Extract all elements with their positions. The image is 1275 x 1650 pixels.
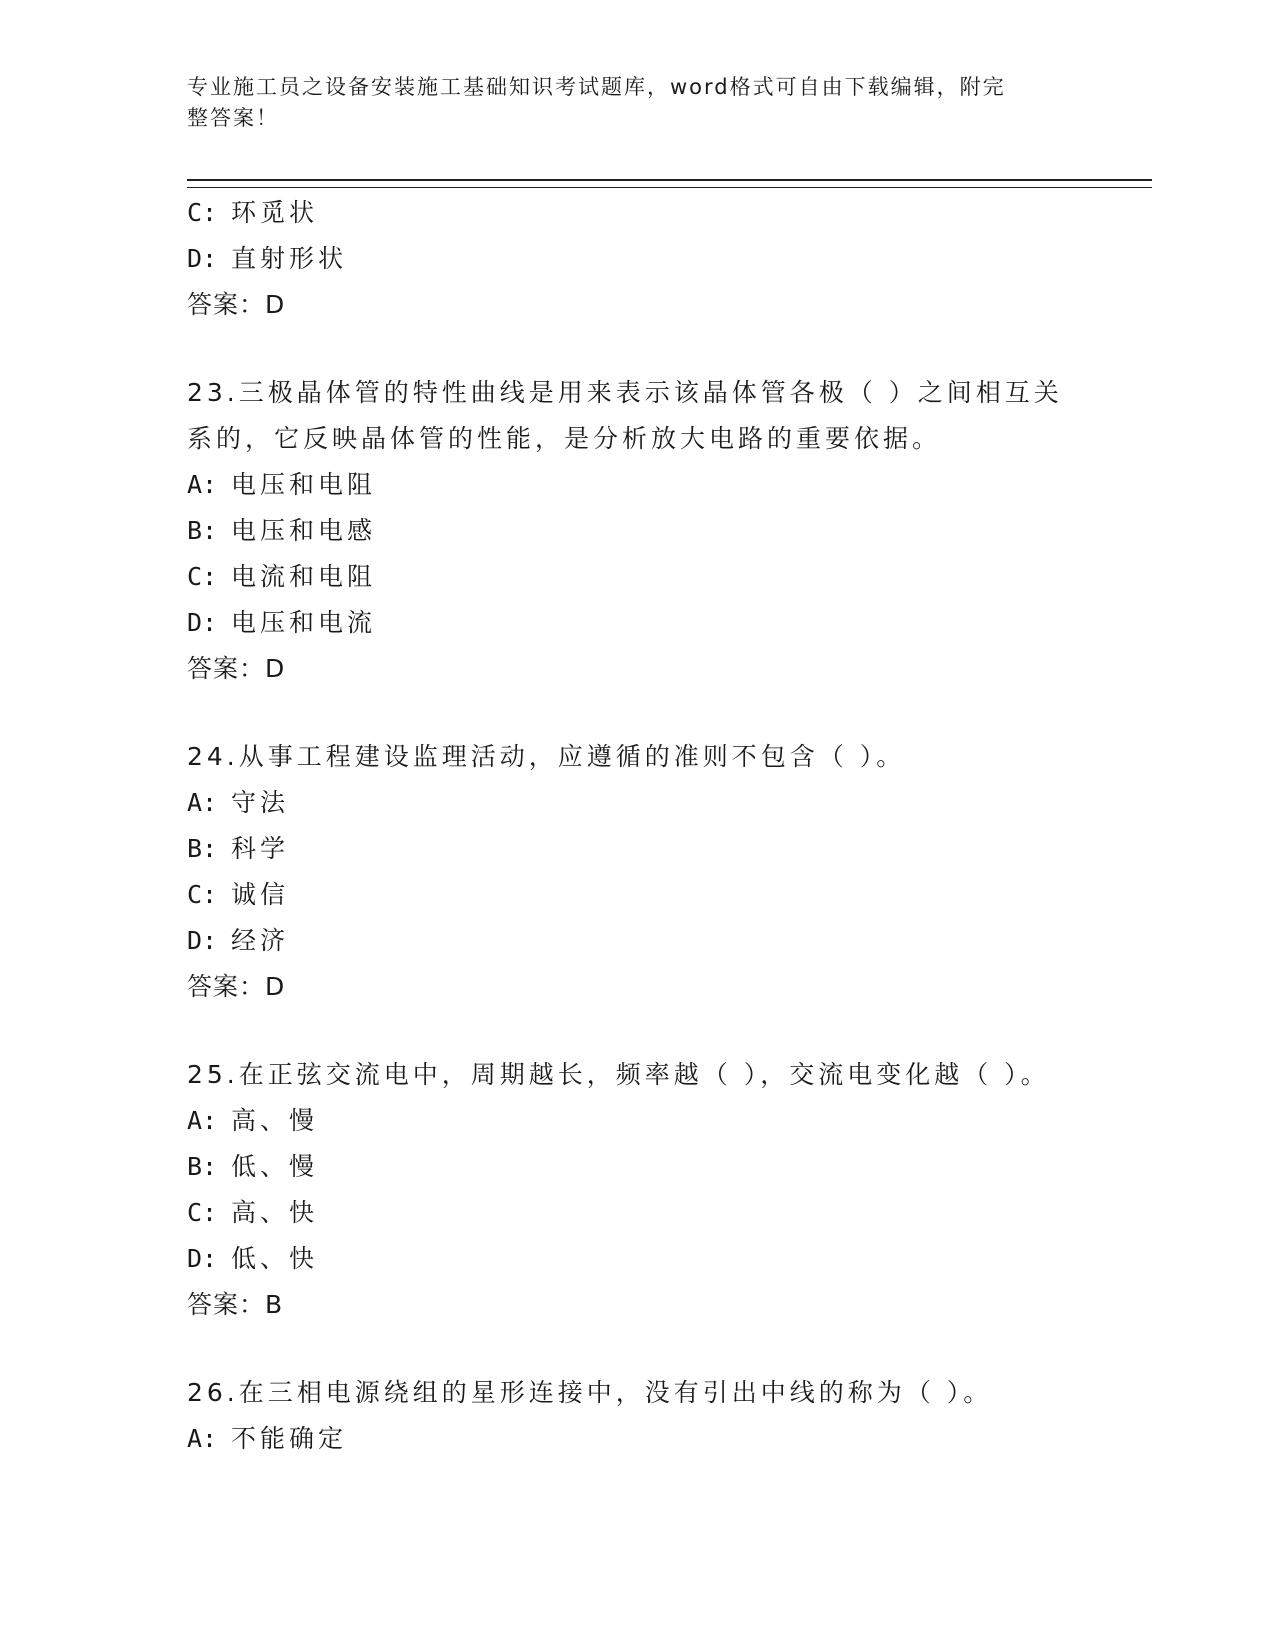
answer-line: 答案：B [187, 1290, 284, 1319]
option-a: A: 不能确定 [187, 1424, 348, 1453]
answer-line: 答案：D [187, 290, 286, 319]
header-line-1: 专业施工员之设备安装施工基础知识考试题库，word格式可自由下载编辑，附完 [187, 75, 1006, 99]
option-c: C: 电流和电阻 [187, 562, 377, 591]
option-c: C: 诚信 [187, 880, 290, 909]
question-stem: 26.在三相电源绕组的星形连接中，没有引出中线的称为（ ）。 [187, 1378, 993, 1407]
option-b: B: 低、慢 [187, 1152, 319, 1181]
option-a: A: 守法 [187, 788, 290, 817]
question-25 [187, 1052, 1087, 1328]
option-d: D: 电压和电流 [187, 608, 377, 637]
option-a: A: 高、慢 [187, 1106, 319, 1135]
document-header [187, 72, 1067, 134]
option-d: D: 经济 [187, 926, 290, 955]
option-b: B: 电压和电感 [187, 516, 377, 545]
option-a: A: 电压和电阻 [187, 470, 377, 499]
question-list [187, 190, 1087, 1462]
option-c: C: 高、快 [187, 1198, 319, 1227]
option-d: D: 低、快 [187, 1244, 319, 1273]
answer-line: 答案：D [187, 654, 286, 683]
header-divider [187, 179, 1152, 188]
option-d: D: 直射形状 [187, 244, 348, 273]
question-stem: 25.在正弦交流电中，周期越长，频率越（ ），交流电变化越（ ）。 [187, 1060, 1050, 1089]
question-24 [187, 734, 1087, 1010]
question-23 [187, 370, 1087, 692]
question-26 [187, 1370, 1087, 1462]
answer-line: 答案：D [187, 972, 286, 1001]
question-22-continued [187, 190, 1087, 328]
question-stem-continued: 系的，它反映晶体管的性能，是分析放大电路的重要依据。 [187, 424, 942, 453]
question-stem: 24.从事工程建设监理活动，应遵循的准则不包含（ ）。 [187, 742, 906, 771]
option-b: B: 科学 [187, 834, 290, 863]
option-c: C: 环觅状 [187, 198, 319, 227]
question-stem: 23.三极晶体管的特性曲线是用来表示该晶体管各极（ ）之间相互关 [187, 378, 1063, 407]
header-line-2: 整答案！ [187, 106, 279, 130]
